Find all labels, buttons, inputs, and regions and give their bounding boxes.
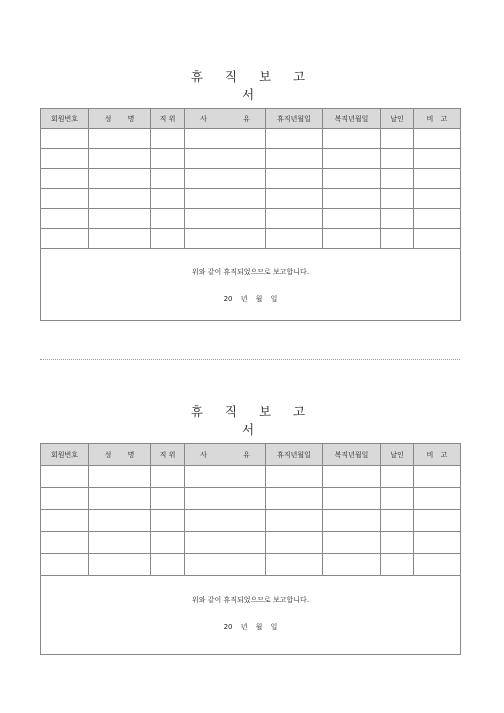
entry-cell[interactable] — [41, 488, 89, 510]
entry-cell[interactable] — [41, 169, 89, 189]
entry-cell[interactable] — [41, 189, 89, 209]
col-header-remarks: 비 고 — [414, 444, 461, 466]
entry-cell[interactable] — [89, 554, 151, 576]
entry-cell[interactable] — [89, 488, 151, 510]
table-row — [41, 149, 461, 169]
entry-cell[interactable] — [323, 510, 381, 532]
col-header-leave-date: 휴직년월일 — [266, 109, 323, 129]
col-header-leave-date: 휴직년월일 — [266, 444, 323, 466]
entry-cell[interactable] — [381, 129, 414, 149]
form-1-footer — [41, 249, 461, 321]
entry-cell[interactable] — [185, 189, 266, 209]
entry-cell[interactable] — [266, 532, 323, 554]
form-1-date-line: 20 년 월 일 — [223, 295, 278, 303]
col-header-return-date: 복직년월일 — [323, 109, 381, 129]
entry-cell[interactable] — [381, 510, 414, 532]
form-1-statement: 위와 같이 휴직되었으므로 보고합니다. — [191, 268, 310, 276]
entry-cell[interactable] — [185, 466, 266, 488]
entry-cell[interactable] — [89, 209, 151, 229]
entry-cell[interactable] — [151, 510, 185, 532]
entry-cell[interactable] — [266, 466, 323, 488]
entry-cell[interactable] — [323, 554, 381, 576]
form-1-title: 휴 직 보 고 서 — [185, 67, 320, 109]
col-header-return-date: 복직년월일 — [323, 444, 381, 466]
entry-cell[interactable] — [381, 229, 414, 249]
form-1-header-row — [41, 109, 461, 129]
entry-cell[interactable] — [89, 229, 151, 249]
entry-cell[interactable] — [185, 149, 266, 169]
entry-cell[interactable] — [414, 229, 461, 249]
entry-cell[interactable] — [414, 554, 461, 576]
form-2-date-line: 20 년 월 일 — [223, 623, 278, 631]
col-header-member-number: 회원번호 — [41, 444, 89, 466]
entry-cell[interactable] — [414, 532, 461, 554]
entry-cell[interactable] — [185, 129, 266, 149]
entry-cell[interactable] — [266, 554, 323, 576]
form-1-table — [40, 108, 461, 321]
col-header-name: 성 명 — [89, 109, 151, 129]
form-2-header-row — [41, 444, 461, 466]
entry-cell[interactable] — [414, 488, 461, 510]
entry-cell[interactable] — [185, 532, 266, 554]
entry-cell[interactable] — [381, 209, 414, 229]
entry-cell[interactable] — [414, 209, 461, 229]
table-row — [41, 169, 461, 189]
table-row — [41, 129, 461, 149]
entry-cell[interactable] — [41, 510, 89, 532]
entry-cell[interactable] — [323, 229, 381, 249]
entry-cell[interactable] — [381, 169, 414, 189]
entry-cell[interactable] — [41, 554, 89, 576]
entry-cell[interactable] — [185, 169, 266, 189]
entry-cell[interactable] — [151, 229, 185, 249]
entry-cell[interactable] — [381, 149, 414, 169]
entry-cell[interactable] — [151, 169, 185, 189]
entry-cell[interactable] — [323, 129, 381, 149]
table-row — [41, 554, 461, 576]
entry-cell[interactable] — [185, 229, 266, 249]
entry-cell[interactable] — [414, 189, 461, 209]
col-header-member-number: 회원번호 — [41, 109, 89, 129]
entry-cell[interactable] — [41, 209, 89, 229]
entry-cell[interactable] — [323, 209, 381, 229]
entry-cell[interactable] — [89, 189, 151, 209]
entry-cell[interactable] — [266, 488, 323, 510]
entry-cell[interactable] — [381, 554, 414, 576]
col-header-reason: 사 유 — [185, 444, 266, 466]
entry-cell[interactable] — [266, 189, 323, 209]
entry-cell[interactable] — [323, 488, 381, 510]
entry-cell[interactable] — [151, 189, 185, 209]
entry-cell[interactable] — [151, 149, 185, 169]
form-2-table — [40, 443, 461, 655]
entry-cell[interactable] — [151, 466, 185, 488]
entry-cell[interactable] — [89, 510, 151, 532]
entry-cell[interactable] — [41, 532, 89, 554]
col-header-name: 성 명 — [89, 444, 151, 466]
entry-cell[interactable] — [41, 466, 89, 488]
entry-cell[interactable] — [266, 169, 323, 189]
entry-cell[interactable] — [41, 149, 89, 169]
form-2-statement: 위와 같이 휴직되었으므로 보고합니다. — [191, 596, 310, 604]
entry-cell[interactable] — [414, 149, 461, 169]
entry-cell[interactable] — [185, 209, 266, 229]
col-header-seal: 날인 — [381, 109, 414, 129]
entry-cell[interactable] — [151, 532, 185, 554]
entry-cell[interactable] — [266, 229, 323, 249]
entry-cell[interactable] — [414, 466, 461, 488]
entry-cell[interactable] — [266, 149, 323, 169]
entry-cell[interactable] — [89, 466, 151, 488]
col-header-position: 직 위 — [151, 109, 185, 129]
entry-cell[interactable] — [266, 209, 323, 229]
cut-line — [40, 359, 460, 360]
entry-cell[interactable] — [89, 532, 151, 554]
entry-cell[interactable] — [323, 466, 381, 488]
entry-cell[interactable] — [185, 510, 266, 532]
entry-cell[interactable] — [414, 510, 461, 532]
form-2-footer — [41, 576, 461, 655]
entry-cell[interactable] — [414, 169, 461, 189]
table-row — [41, 229, 461, 249]
col-header-reason: 사 유 — [185, 109, 266, 129]
entry-cell[interactable] — [151, 209, 185, 229]
table-row — [41, 466, 461, 488]
entry-cell[interactable] — [89, 149, 151, 169]
entry-cell[interactable] — [151, 129, 185, 149]
form-2-title: 휴 직 보 고 서 — [185, 402, 320, 444]
entry-cell[interactable] — [381, 532, 414, 554]
entry-cell[interactable] — [381, 488, 414, 510]
table-row — [41, 532, 461, 554]
entry-cell[interactable] — [185, 488, 266, 510]
table-row — [41, 488, 461, 510]
entry-cell[interactable] — [266, 510, 323, 532]
table-row — [41, 189, 461, 209]
table-row — [41, 209, 461, 229]
entry-cell[interactable] — [381, 189, 414, 209]
col-header-remarks: 비 고 — [414, 109, 461, 129]
entry-cell[interactable] — [266, 129, 323, 149]
entry-cell[interactable] — [151, 554, 185, 576]
entry-cell[interactable] — [41, 229, 89, 249]
entry-cell[interactable] — [89, 129, 151, 149]
entry-cell[interactable] — [323, 189, 381, 209]
col-header-seal: 날인 — [381, 444, 414, 466]
entry-cell[interactable] — [151, 488, 185, 510]
col-header-position: 직 위 — [151, 444, 185, 466]
entry-cell[interactable] — [41, 129, 89, 149]
entry-cell[interactable] — [381, 466, 414, 488]
entry-cell[interactable] — [323, 532, 381, 554]
entry-cell[interactable] — [414, 129, 461, 149]
table-row — [41, 510, 461, 532]
entry-cell[interactable] — [185, 554, 266, 576]
entry-cell[interactable] — [323, 149, 381, 169]
entry-cell[interactable] — [323, 169, 381, 189]
entry-cell[interactable] — [89, 169, 151, 189]
